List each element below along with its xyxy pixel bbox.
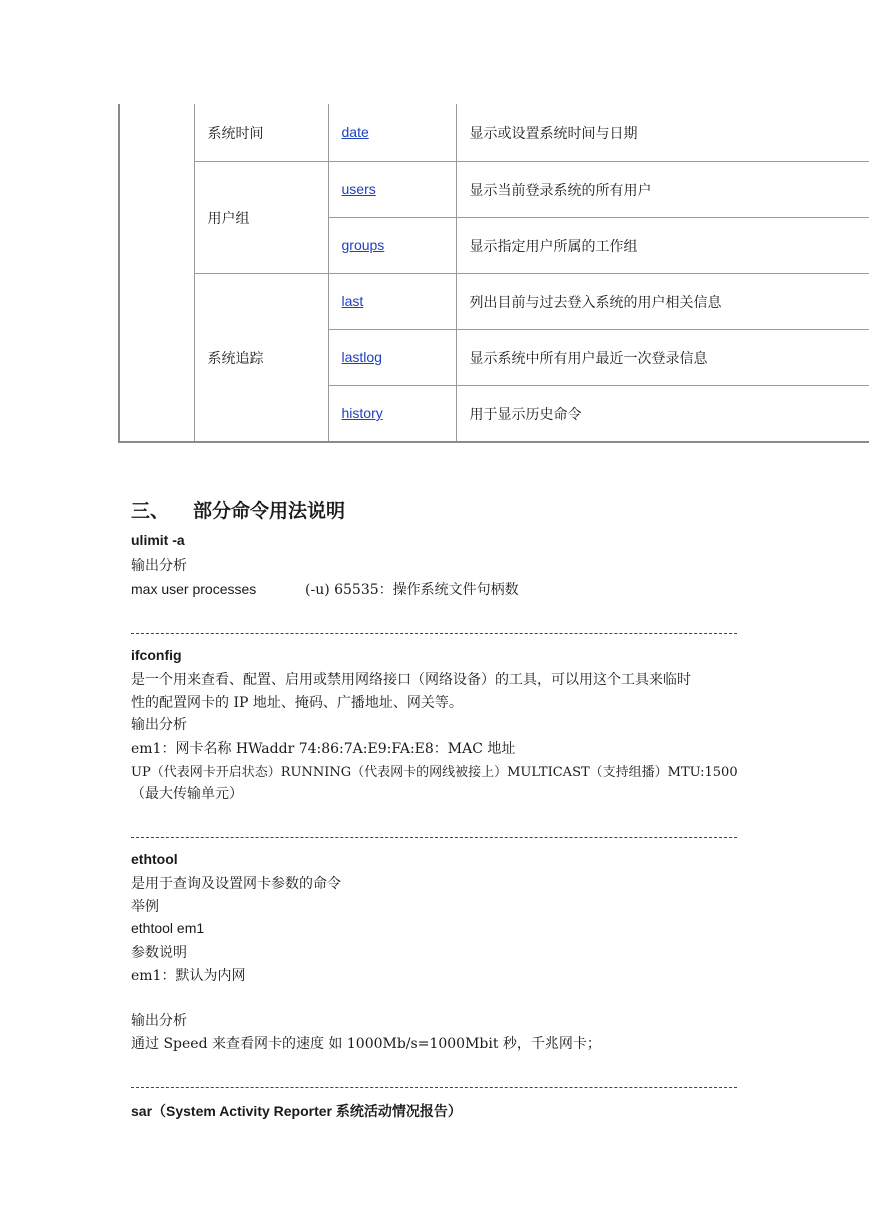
ethtool-output-label: 输出分析 [131, 1013, 187, 1029]
description-cell: 显示系统中所有用户最近一次登录信息 [456, 330, 869, 386]
group-cell: 系统时间 [194, 104, 328, 162]
description-cell: 显示指定用户所属的工作组 [456, 218, 869, 274]
separator [131, 633, 737, 634]
section-number: 三、 [131, 500, 170, 522]
ulimit-key: max user processes [131, 581, 257, 597]
ifconfig-heading: ifconfig [131, 647, 182, 663]
ulimit-heading: ulimit -a [131, 532, 185, 548]
ethtool-param-label: 参数说明 [131, 945, 187, 961]
description-cell: 显示当前登录系统的所有用户 [456, 162, 869, 218]
ethtool-example: ethtool em1 [131, 920, 205, 936]
ifconfig-line-2: UP（代表网卡开启状态）RUNNING（代表网卡的网线被接上）MULTICAST（支持组播）MTU:1500 [131, 765, 738, 780]
section-title: 部分命令用法说明 [193, 500, 346, 522]
command-cell [328, 274, 456, 330]
command-link-date[interactable]: date [341, 124, 369, 140]
command-cell [328, 386, 456, 443]
ifconfig-desc-1: 是一个用来查看、配置、启用或禁用网络接口（网络设备）的工具，可以用这个工具来临时 [131, 672, 691, 688]
separator [131, 837, 737, 838]
command-table [118, 104, 869, 443]
ethtool-desc: 是用于查询及设置网卡参数的命令 [131, 876, 341, 892]
ethtool-param: em1：默认为内网 [131, 968, 246, 984]
table-row [119, 162, 869, 218]
section-heading [131, 496, 345, 523]
ifconfig-output-label: 输出分析 [131, 717, 187, 733]
ulimit-output-line [131, 579, 519, 599]
description-cell: 列出目前与过去登入系统的用户相关信息 [456, 274, 869, 330]
command-cell [328, 162, 456, 218]
command-cell [328, 104, 456, 162]
sar-heading: sar（System Activity Reporter 系统活动情况报告） [131, 1103, 462, 1119]
table-row [119, 104, 869, 162]
description-cell: 显示或设置系统时间与日期 [456, 104, 869, 162]
group-cell: 用户组 [194, 162, 328, 274]
ethtool-example-label: 举例 [131, 899, 159, 915]
command-link-lastlog[interactable]: lastlog [341, 349, 382, 365]
category-cell [119, 104, 194, 442]
command-cell [328, 330, 456, 386]
separator [131, 1087, 737, 1088]
ulimit-value: (-u) 65535：操作系统文件句柄数 [305, 582, 519, 598]
ifconfig-line-3: （最大传输单元） [131, 786, 243, 802]
ethtool-heading: ethtool [131, 851, 178, 867]
table-row [119, 274, 869, 330]
ifconfig-line-1: em1：网卡名称 HWaddr 74:86:7A:E9:FA:E8：MAC 地址 [131, 741, 516, 757]
description-cell: 用于显示历史命令 [456, 386, 869, 443]
command-link-users[interactable]: users [341, 181, 376, 197]
group-cell: 系统追踪 [194, 274, 328, 443]
ethtool-output: 通过 Speed 来查看网卡的速度 如 1000Mb/s=1000Mbit 秒，千兆网卡； [131, 1036, 601, 1052]
ifconfig-desc-2: 性的配置网卡的 IP 地址、掩码、广播地址、网关等。 [131, 695, 463, 711]
command-link-history[interactable]: history [341, 405, 383, 421]
ulimit-output-label: 输出分析 [131, 558, 187, 574]
command-link-last[interactable]: last [341, 293, 364, 309]
command-cell [328, 218, 456, 274]
command-link-groups[interactable]: groups [341, 237, 385, 253]
